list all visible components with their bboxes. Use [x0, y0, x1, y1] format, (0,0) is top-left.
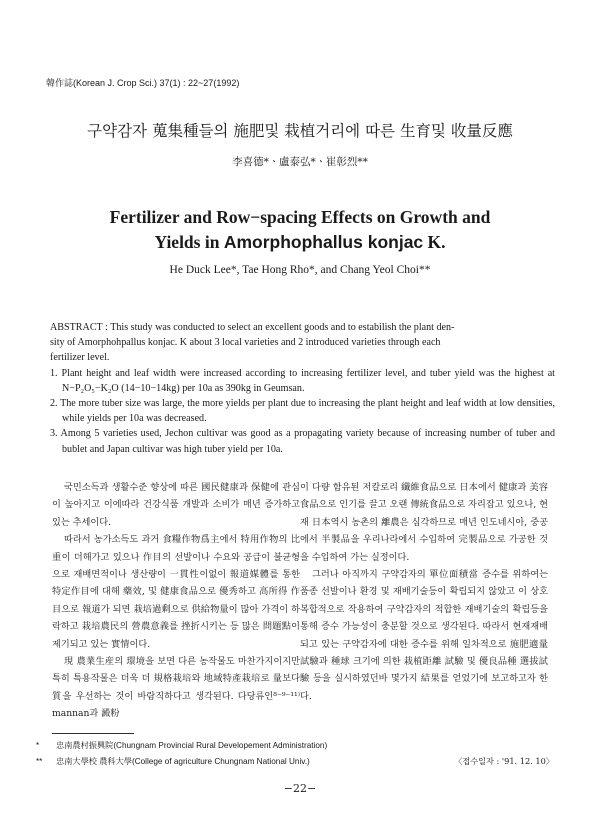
footnote-divider	[52, 733, 134, 734]
body-paragraph: 따라서 농가소득도 과거 食糧作物爲主에서 特用作物의 比重이 더해가고 있으나 作目의 선발이나 수요와 공급이 불균형으로 재배면적이나 생산량이 一貫性이없이 報道媒體를 통한 特定作目에 대해 藥效, 및 健康食品으로 優秀하고 高所得 作目으로 報道가 되면 栽培過剩으로 供給物量이 많아 가격이 하락하고 栽培農民의 營農意義를 挫折시키는 등 많은 問題點이 제기되고 있는 實情이다.	[52, 534, 300, 650]
species-name: Amorphophallus konjac	[223, 232, 424, 252]
footnote-mark: **	[36, 757, 43, 766]
abstract-line: fertilizer level.	[50, 352, 110, 364]
abstract-line: sity of Amorphohpallus konjac. K about 3 local varieties and 2 introduced varieties through each	[50, 337, 441, 349]
page-number: −22−	[283, 782, 317, 795]
korean-authors: 李喜德*ㆍ盧泰弘*ㆍ崔彰烈**	[232, 156, 368, 168]
abstract	[50, 320, 555, 457]
abstract-item-3: 3. Among 5 varieties used, Jechon cultivar was good as a propagating variety because of increasing number of tuber and bublet and Japan cultivar was high tuber yield per 10a.	[50, 428, 555, 455]
abstract-item-1: 1. Plant height and leaf width were increased according to increasing fertilizer level, and tuber yield was the highest at N−P₂O₅−K₂O (14−10−14kg) per 10a as 390kg in Geumsan.	[50, 367, 555, 394]
received-date: 〈접수일자 : '91. 12. 10〉	[454, 756, 554, 766]
body-column-left	[52, 479, 300, 723]
footnote-1	[36, 740, 327, 751]
body-paragraph: 국민소득과 생활수준 향상에 따른 國民健康과 保健에 관심이 높아지고 이에따라 건강식품 개발과 소비가 매년 증가하고 있는 추세이다.	[52, 482, 300, 528]
body-paragraph: 그러나 아직까지 구약감자의 單位面積當 증수를 위하여는 품종 선발이나 환경 및 재배기술등이 확립되지 않았고 이 상호복합적으로 작용하여 구약감자의 적합한 재배기술의 확립등을 통해 증수 가능성이 충분할 것으로 생각된다. 따라서 현재재배되고 있는 구약감자에 대한 증수를 위해 일차적으로 施肥適量 試驗과 種球 크기에 의한 栽植距離 試驗 및 優良品種 選拔試驗 등을 실시하였던바 몇가지 結果를 얻었기에 보고하고자 한다.	[300, 569, 548, 702]
english-title-line1: Fertilizer and Row−spacing Effects on Growth and	[109, 207, 491, 227]
body-column-right	[300, 479, 548, 705]
english-title-line2-pre: Yields in	[154, 232, 224, 252]
body-paragraph: 이 다량 함유된 저칼로리 纖維食品으로 日本에서 健康과 美容食品으로 인기를 끌고 오랜 傳統食品으로 자리잡고 있으나, 현재 日本역시 농촌의 離農은 심각하므로 매년 인도네시아, 중공에서 半製品을 우리나라에서 수입하여 完製品으로 가공한 것을 수입하여 가는 실정이다.	[300, 482, 548, 563]
journal-citation: 韓作誌(Korean J. Crop Sci.) 37(1) : 22~27(1992)	[46, 78, 240, 88]
footnote-mark: *	[36, 741, 40, 750]
korean-title: 구약감자 蒐集種들의 施肥및 栽植거리에 따른 生育및 收量反應	[87, 122, 513, 140]
abstract-line: ABSTRACT : This study was conducted to select an excellent goods and to estabilish the plant den-	[50, 322, 455, 333]
english-authors: He Duck Lee*, Tae Hong Rho*, and Chang Yeol Choi**	[169, 264, 431, 276]
english-title-line2	[0, 230, 600, 255]
footnote-text: 忠南大學校 農科大學(College of agriculture Chungnam National Univ.)	[56, 757, 310, 766]
abstract-item-2: 2. The more tuber size was large, the more yields per plant due to increasing the plant height and leaf width at low densities, while yields per 10a was decreased.	[50, 398, 555, 425]
english-title	[0, 205, 600, 255]
footnote-2	[36, 756, 310, 767]
body-paragraph: 現 農業生産의 環境을 보면 다른 농작물도 마찬가지이지만 특히 특용작물은 더욱 더 規格栽培와 地域特產栽培로 量보다 質을 우선하는 것이 바람직하다고 생각된다. 다당류인⁸⁻⁹⁻¹¹⁾ mannan과 澱粉	[52, 656, 300, 720]
english-title-line2-post: K.	[423, 232, 446, 252]
footnote-text: 忠南農村振興院(Chungnam Provincial Rural Developement Administration)	[56, 741, 328, 750]
